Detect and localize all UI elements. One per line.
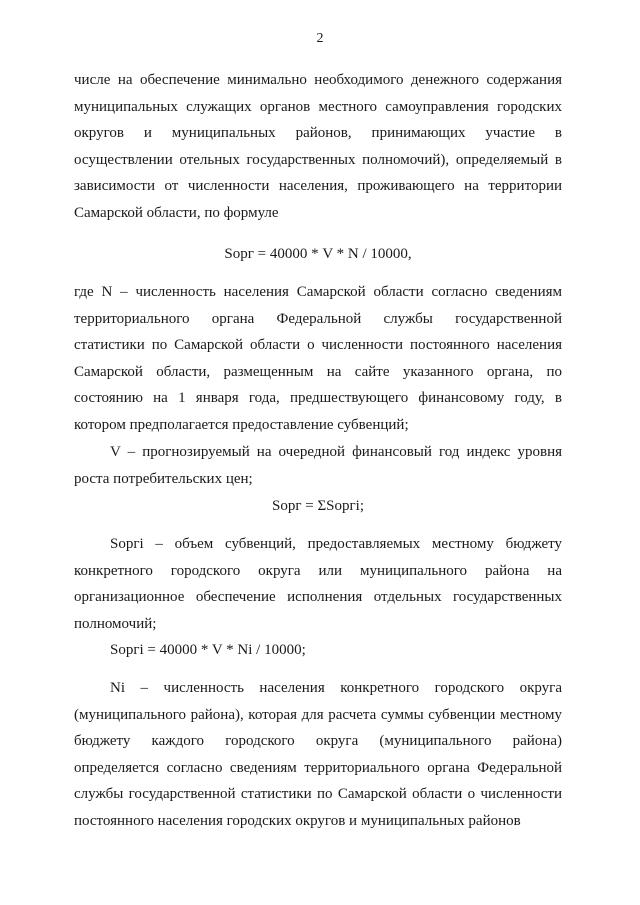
formula-block-1 xyxy=(74,241,562,268)
paragraph-funding-description: числе на обеспечение минимально необходимого денежного содержания муниципальных служащих органов местного самоуправления городских округов и муниципальных районов, принимающих участие в осуществлении отельных государственных полномочий), определяемый в зависимости от численности населения, проживающего на территории Самарской области, по формуле xyxy=(74,72,562,221)
paragraph-block-ni xyxy=(74,675,562,834)
formula-sum-subventions: Sорг = ΣSоргi; xyxy=(271,498,364,514)
paragraph-sorgi-definition: Sоргi – объем субвенций, предоставляемых местному бюджету конкретного городского округа или муниципального района на организационное обеспечение исполнения отдельных государственных полномочий; xyxy=(74,536,562,632)
formula-block-2 xyxy=(74,493,562,520)
paragraph-block-n xyxy=(74,279,562,438)
paragraph-block-v xyxy=(74,439,562,492)
paragraph-n-definition: где N – численность населения Самарской области согласно сведениям территориального органа Федеральной службы государственной статистики по Самарской области о численности постоянного населения Самарской области, размещенным на сайте указанного органа, по состоянию на 1 января года, предшествующего финансовому году, в котором предполагается предоставление субвенций; xyxy=(74,284,562,433)
formula-total-subvention: Sорг = 40000 * V * N / 10000, xyxy=(224,246,412,262)
page-number: 2 xyxy=(316,31,324,46)
paragraph-block-sorgi xyxy=(74,531,562,637)
formula-sorgi: Sоргi = 40000 * V * Ni / 10000; xyxy=(110,642,306,658)
formula-block-3 xyxy=(74,637,562,664)
paragraph-continuation xyxy=(74,67,562,226)
paragraph-v-definition: V – прогнозируемый на очередной финансовый год индекс уровня роста потребительских цен; xyxy=(74,444,562,487)
paragraph-ni-definition: Ni – численность населения конкретного городского округа (муниципального района), которая для расчета суммы субвенции местному бюджету каждого городского округа (муниципального района) определяется согласно сведениям территориального органа Федеральной службы государственной статистики по Самарской области о численности постоянного населения городских округов и муниципальных районов xyxy=(74,680,562,829)
